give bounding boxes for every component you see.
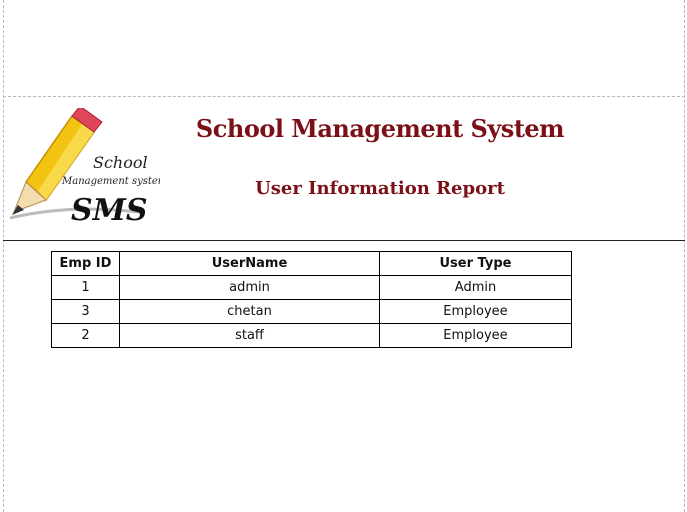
page-title: School Management System xyxy=(195,114,565,143)
user-info-table xyxy=(51,251,572,348)
table-row xyxy=(52,300,572,324)
logo-sms-text: SMS xyxy=(71,193,148,228)
user-type-cell: Employee xyxy=(380,324,572,348)
table-row xyxy=(52,324,572,348)
header-divider xyxy=(3,240,685,241)
col-header-emp-id: Emp ID xyxy=(52,252,120,276)
user-type-cell: Employee xyxy=(380,300,572,324)
emp-id-cell: 3 xyxy=(52,300,120,324)
logo-school-text: School xyxy=(93,153,148,172)
table-row xyxy=(52,276,572,300)
username-cell: admin xyxy=(120,276,380,300)
logo-management-text: Management system xyxy=(62,176,160,187)
emp-id-cell: 1 xyxy=(52,276,120,300)
sms-logo xyxy=(8,108,160,228)
table-header-row xyxy=(52,252,572,276)
user-type-cell: Admin xyxy=(380,276,572,300)
emp-id-cell: 2 xyxy=(52,324,120,348)
page-margin-line xyxy=(3,96,685,97)
col-header-username: UserName xyxy=(120,252,380,276)
report-subtitle: User Information Report xyxy=(255,178,505,199)
col-header-user-type: User Type xyxy=(380,252,572,276)
username-cell: staff xyxy=(120,324,380,348)
pencil-icon xyxy=(8,108,160,228)
username-cell: chetan xyxy=(120,300,380,324)
